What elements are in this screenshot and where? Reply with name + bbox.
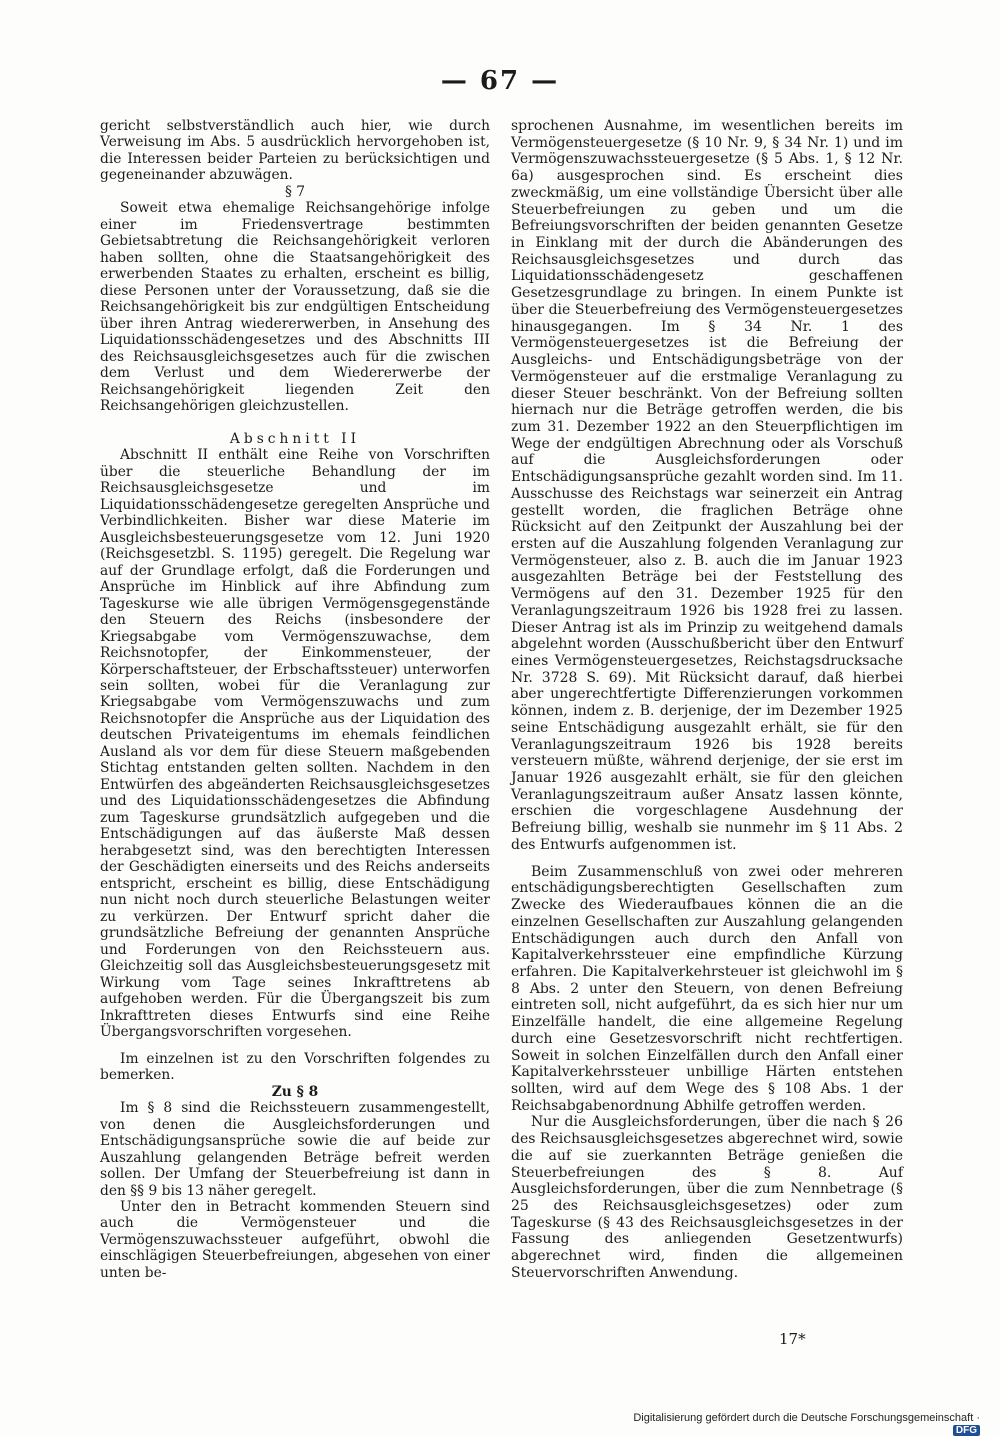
paragraph: Abschnitt II enthält eine Reihe von Vorschriften über die steuerliche Behandlung der im Reichsausgleichsgesetze und im Liquidationsschädengesetze geregelten Ansprüche und Verbindlichkeiten. Bisher war diese Materie im Ausgleichsbesteuerungsgesetze vom 12. Juni 1920 (Reichsgesetzbl. S. 1195) geregelt. Die Regelung war auf der Grundlage erfolgt, daß die Forderungen und Ansprüche im Hinblick auf ihre Abfindung zum Tageskurse wie alle übrigen Vermögensgegenstände den Steuern des Reichs (insbesondere der Kriegsabgabe vom Vermögenszuwachse, dem Reichsnotopfer, der Einkommensteuer, der Körperschaftsteuer, der Erbschaftssteuer) unterworfen sein sollten, wobei für die Veranlagung zur Kriegsabgabe vom Vermögenszuwachs und zum Reichsnotopfer die Ansprüche aus der Liquidation des deutschen Privateigentums im ehemals feindlichen Ausland als vor dem für diese Steuern maßgebenden Stichtag entstanden gelten sollten. Nachdem in den Entwürfen des abgeänderten Reichsausgleichsgesetzes und des Liquidationsschädengesetzes die Abfindung zum Tageskurse grundsätzlich aufgegeben und die Entschädigungen auf das äußerste Maß dessen herabgesetzt sind, was den berechtigten Interessen der Geschädigten einerseits und des Reichs anderseits entspricht, erscheint es billig, diese Entschädigung nun nicht noch durch steuerliche Belastungen weiter zu verkürzen. Der Entwurf spricht daher die grundsätzliche Befreiung der genannten Ansprüche und Forderungen von den Reichssteuern aus. Gleichzeitig soll das Ausgleichsbesteuerungsgesetz mit Wirkung vom Tage seines Inkrafttretens ab aufgehoben werden. Für die Übergangszeit bis zum Inkrafttreten dieses Entwurfs sind eine Reihe Übergangsvorschriften vorgesehen. xyxy=(100,447,490,1041)
section-heading-zu-8: Zu § 8 xyxy=(271,1083,319,1100)
paragraph: Soweit etwa ehemalige Reichsangehörige infolge einer im Friedensvertrage bestimmten Gebietsabtretung die Reichsangehörigkeit verloren haben sollten, ohne die Staatsangehörigkeit des erwerbenden Staates zu erhalten, erscheint es billig, diese Personen unter der Voraussetzung, daß sie die Reichsangehörigkeit bis zur endgültigen Entscheidung über ihren Antrag wiedererwerben, in Ansehung des Liquidationsschädengesetzes und des Abschnitts III des Reichsausgleichsgesetzes auch für die zwischen dem Verlust und dem Wiedererwerbe der Reichsangehörigkeit liegenden Zeit den Reichsangehörigen gleichzustellen. xyxy=(100,200,490,415)
digitization-text: Digitalisierung gefördert durch die Deutsche Forschungsgemeinschaft · xyxy=(633,1412,980,1424)
signature-mark: 17* xyxy=(779,1330,806,1348)
paragraph: Beim Zusammenschluß von zwei oder mehreren entschädigungsberechtigten Gesellschaften zum Zwecke des Wiederaufbaues können die an die einzelnen Gesellschaften zur Auszahlung gelangenden Entschädigungen auch durch den Anfall von Kapitalverkehrssteuer eine empfindliche Kürzung erfahren. Die Kapitalverkehrsteuer ist gleichwohl im § 8 Abs. 2 unter den Steuern, von denen Befreiung eintreten soll, nicht aufgeführt, da es sich hier nur um Einzelfälle handelt, die eine allgemeine Regelung durch eine Gesetzesvorschrift nicht rechtfertigen. Soweit in solchen Einzelfällen durch den Anfall einer Kapitalverkehrssteuer unbillige Härten entstehen sollten, wird auf dem Wege des § 108 Abs. 1 der Reichsabgabenordnung Abhilfe getroffen werden. xyxy=(511,863,903,1114)
right-column xyxy=(511,118,903,1282)
dfg-logo-icon: DFG xyxy=(953,1425,980,1436)
paragraph: sprochenen Ausnahme, im wesentlichen bereits im Vermögensteuergesetze (§ 10 Nr. 9, § 34 Nr. 1) und im Vermögenszuwachssteuergesetze (§ 5 Abs. 1, § 12 Nr. 6a) ausgesprochen sind. Es erscheint dies zweckmäßig, um eine vollständige Übersicht über alle Steuerbefreiungen zu geben und um die Befreiungsvorschriften der beiden genannten Gesetze in Einklang mit der durch die Abänderungen des Reichsausgleichsgesetzes und durch das Liquidationsschädengesetz geschaffenen Gesetzesgrundlage zu bringen. In einem Punkte ist über die Steuerbefreiung des Vermögensteuergesetzes hinausgegangen. Im § 34 Nr. 1 des Vermögensteuergesetzes ist die Befreiung der Ausgleichs- und Entschädigungsbeträge von der Vermögensteuer auf die erstmalige Veranlagung zu dieser Steuer beschränkt. Von der Befreiung sollten hiernach nur die Beträge getroffen werden, die bis zum 31. Dezember 1922 an den Steuerpflichtigen im Wege der endgültigen Abrechnung oder als Vorschuß auf die Ausgleichsforderungen oder Entschädigungsansprüche gezahlt worden sind. Im 11. Ausschusse des Reichstags war seinerzeit ein Antrag gestellt worden, die fraglichen Beträge ohne Rücksicht auf den Zeitpunkt der Auszahlung bei der ersten auf die Auszahlung folgenden Veranlagung zur Vermögensteuer, also z. B. auch die im Januar 1923 ausgezahlten Beträge bei der Feststellung des Vermögens auf den 31. Dezember 1925 für den Veranlagungszeitraum 1926 bis 1928 frei zu lassen. Dieser Antrag ist als im Prinzip zu weitgehend damals abgelehnt worden (Ausschußbericht über den Entwurf eines Vermögensteuergesetzes, Reichstagsdrucksache Nr. 3728 S. 69). Mit Rücksicht darauf, daß hierbei aber ungerechtfertigte Differenzierungen vorkommen können, indem z. B. derjenige, der im Dezember 1925 seine Entschädigung ausgezahlt erhält, sie für den Veranlagungszeitraum 1926 bis 1928 bereits versteuern müßte, während derjenige, der sie erst im Januar 1926 ausgezahlt erhält, sie für den gleichen Veranlagungszeitraum außer Ansatz lassen könnte, erschien die vorgeschlagene Ausdehnung der Befreiung billig, weshalb sie nunmehr im § 11 Abs. 2 des Entwurfs aufgenommen ist. xyxy=(511,118,903,853)
section-heading-7: § 7 xyxy=(284,183,306,200)
digitization-credit xyxy=(600,1412,980,1436)
paragraph: Unter den in Betracht kommenden Steuern sind auch die Vermögensteuer und die Vermögenszuwachssteuer aufgeführt, obwohl die einschlägigen Steuerbefreiungen, abgesehen von einer unten be- xyxy=(100,1199,490,1281)
paragraph: Im einzelnen ist zu den Vorschriften folgendes zu bemerken. xyxy=(100,1050,490,1084)
left-column xyxy=(100,118,490,1281)
page-number: — 67 — xyxy=(440,66,560,96)
section-heading-abschnitt: Abschnitt II xyxy=(229,430,361,447)
paragraph: Im § 8 sind die Reichssteuern zusammengestellt, von denen die Ausgleichsforderungen und Entschädigungsansprüche sowie die auf beide zur Auszahlung gelangenden Beträge befreit werden sollen. Der Umfang der Steuerbefreiung ist dann in den §§ 9 bis 13 näher geregelt. xyxy=(100,1100,490,1199)
paragraph: gericht selbstverständlich auch hier, wie durch Verweisung im Abs. 5 ausdrücklich hervorgehoben ist, die Interessen beider Parteien zu berücksichtigen und gegeneinander abzuwägen. xyxy=(100,118,490,184)
paragraph: Nur die Ausgleichsforderungen, über die nach § 26 des Reichsausgleichsgesetzes abgerechnet wird, sowie die auf sie zuerkannten Beträge genießen die Steuerbefreiungen des § 8. Auf Ausgleichsforderungen, über die zum Nennbetrage (§ 25 des Reichsausgleichsgesetzes) oder zum Tageskurse (§ 43 des Reichsausgleichsgesetzes in der Fassung des anliegenden Gesetzentwurfs) abgerechnet wird, finden die allgemeinen Steuervorschriften Anwendung. xyxy=(511,1114,903,1281)
